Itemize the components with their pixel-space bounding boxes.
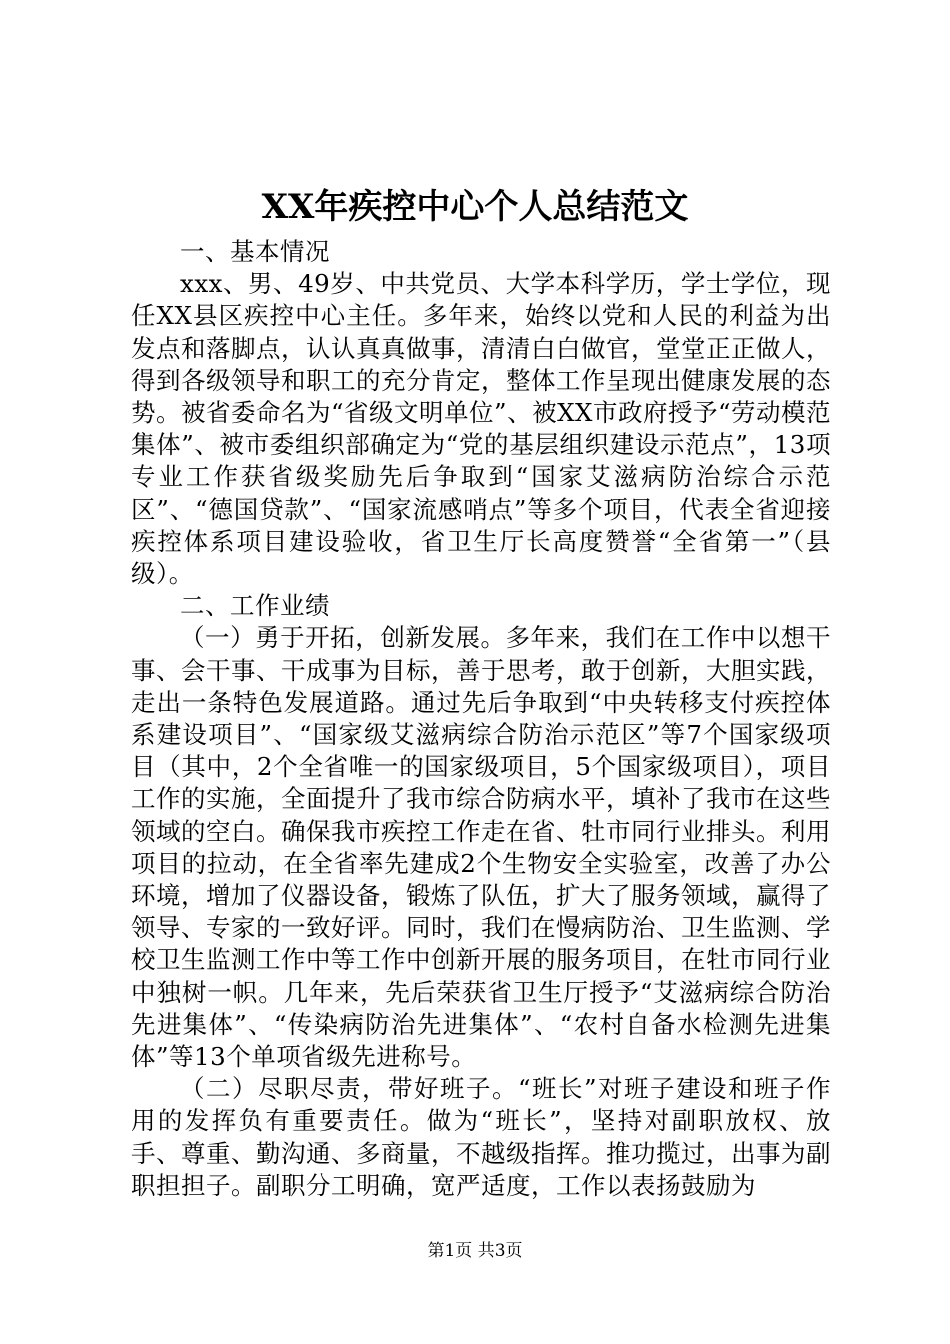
document-title: XX年疾控中心个人总结范文 <box>261 187 689 227</box>
paragraph-leadership: （二）尽职尽责，带好班子。“班长”对班子建设和班子作用的发挥负有重要责任。做为“班长”，坚持对副职放权、放手、尊重、勤沟通、多商量，不越级指挥。推功揽过，出事为副职担担子。副职分工明确，宽严适度，工作以表扬鼓励为 <box>131 1074 831 1200</box>
section-heading-achievements: 二、工作业绩 <box>180 591 330 621</box>
section-heading-basic-info: 一、基本情况 <box>180 237 330 266</box>
paragraph-basic-info: xxx、男、49岁、中共党员、大学本科学历，学士学位，现任XX县区疾控中心主任。多年来，始终以党和人民的利益为出发点和落脚点，认认真真做事，清清白白做官，堂堂正正做人，得到各级领导和职工的充分肯定，整体工作呈现出健康发展的态势。被省委命名为“省级文明单位”、被XX市政府授予“劳动模范集体”、被市委组织部确定为“党的基层组织建设示范点”，13项专业工作获省级奖励先后争取到“国家艾滋病防治综合示范区”、“德国贷款”、“国家流感哨点”等多个项目，代表全省迎接疾控体系项目建设验收，省卫生厅长高度赞誉“全省第一”（县级）。 <box>131 269 831 589</box>
paragraph-innovation: （一）勇于开拓，创新发展。多年来，我们在工作中以想干事、会干事、干成事为目标，善于思考，敢于创新，大胆实践，走出一条特色发展道路。通过先后争取到“中央转移支付疾控体系建设项目”、“国家级艾滋病综合防治示范区”等7个国家级项目（其中，2个全省唯一的国家级项目，5个国家级项目），项目工作的实施，全面提升了我市综合防病水平，填补了我市在这些领域的空白。确保我市疾控工作走在省、牡市同行业排头。利用项目的拉动，在全省率先建成2个生物安全实验室，改善了办公环境，增加了仪器设备，锻炼了队伍，扩大了服务领域，赢得了领导、专家的一致好评。同时，我们在慢病防治、卫生监测、学校卫生监测工作中等工作中创新开展的服务项目，在牡市同行业中独树一帜。几年来，先后荣获省卫生厅授予“艾滋病综合防治先进集体”、“传染病防治先进集体”、“农村自备水检测先进集体”等13个单项省级先进称号。 <box>131 623 831 1072</box>
document-body <box>131 236 831 1202</box>
page-footer: 第1页 共3页 <box>427 1241 523 1261</box>
